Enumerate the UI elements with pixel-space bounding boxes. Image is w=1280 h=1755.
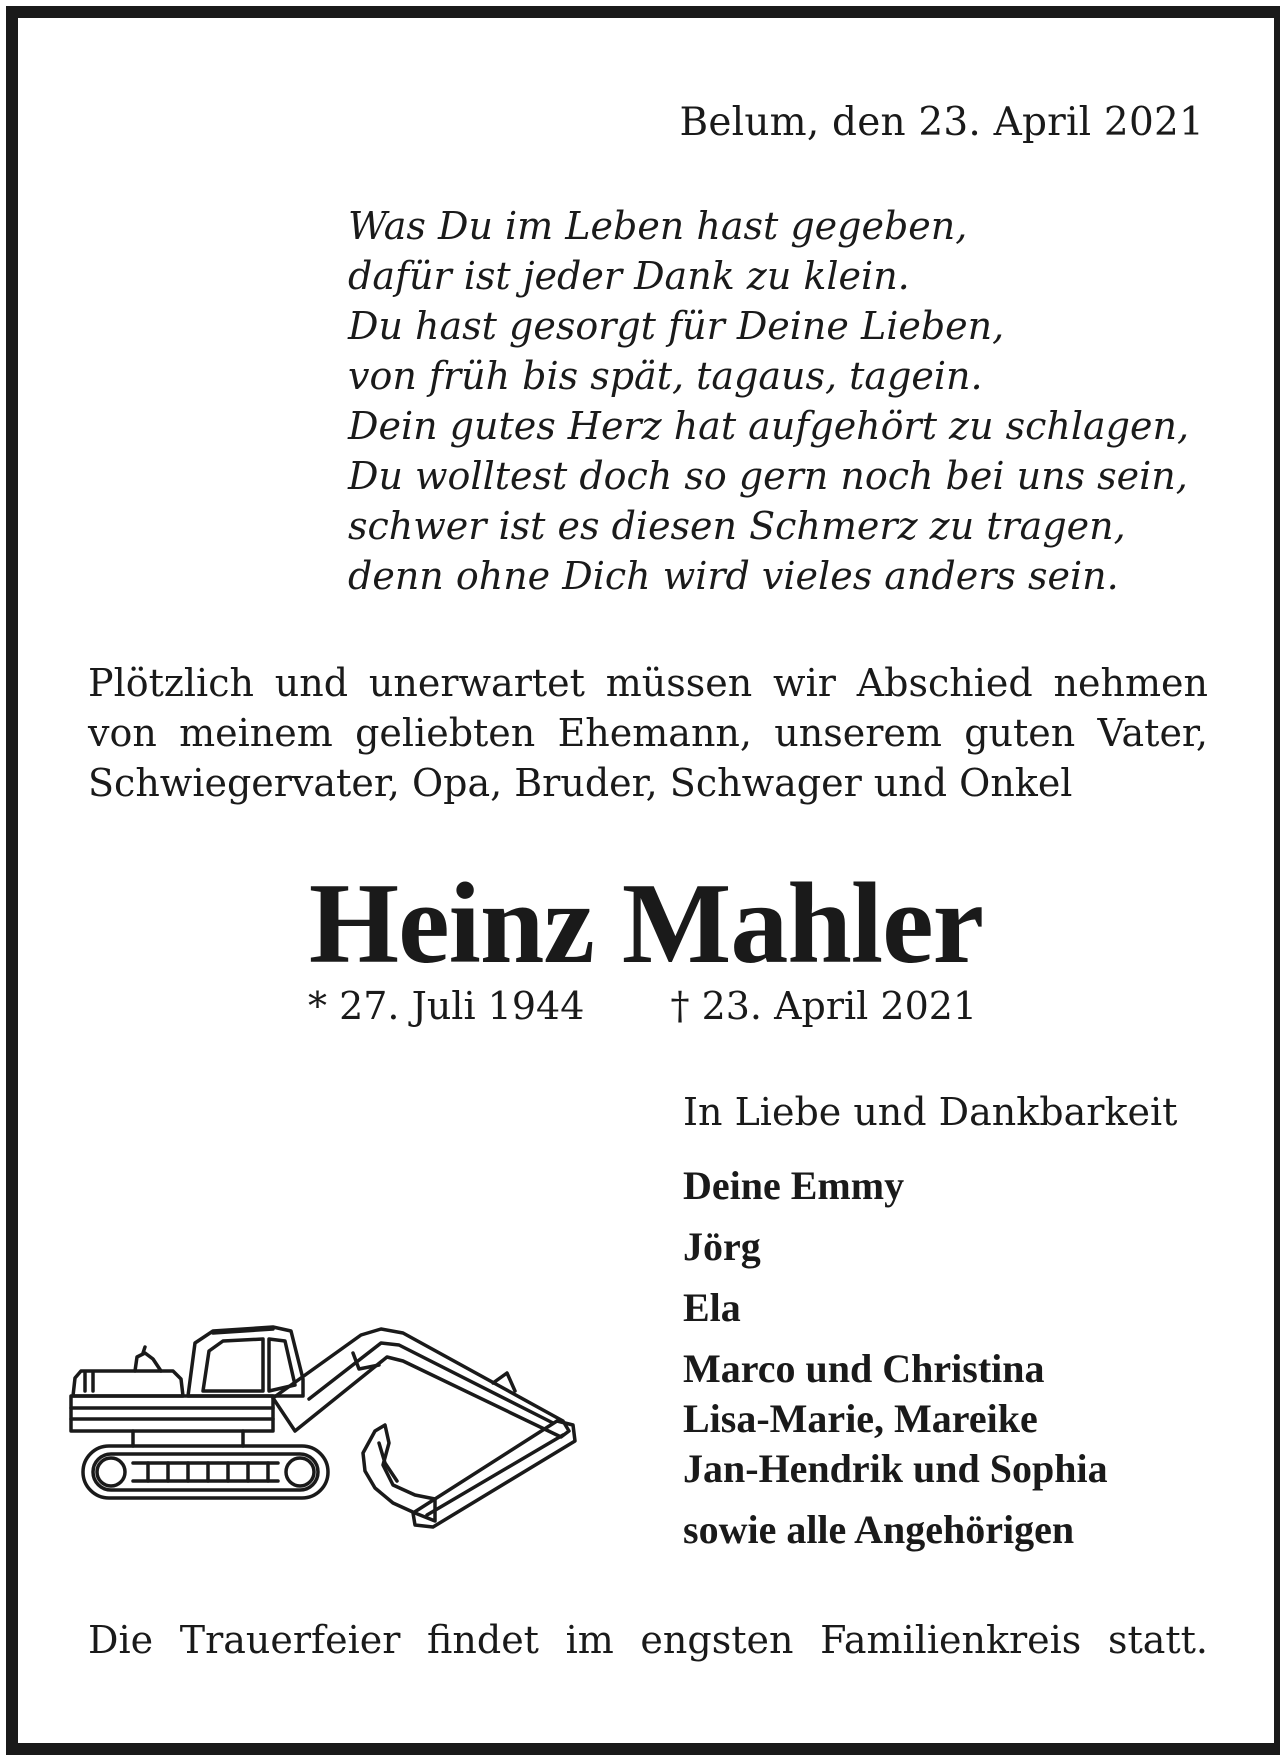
death-date: † 23. April 2021 [670,984,978,1028]
obituary-frame [6,6,1280,1755]
signer: Lisa-Marie, Mareike [683,1396,1038,1441]
intro-text [88,658,1208,808]
poem [348,201,1189,601]
closing-phrase: In Liebe und Dankbarkeit [683,1090,1178,1134]
birth-date: * 27. Juli 1944 [308,984,585,1028]
intro-line: von meinem geliebten Ehemann, unserem guten Vater, [88,711,1208,755]
signer: Jörg [683,1224,761,1269]
signer: Marco und Christina [683,1346,1045,1391]
excavator-icon [63,1313,623,1563]
poem-line: Du hast gesorgt für Deine Lieben, [348,304,1005,348]
intro-line: Schwiegervater, Opa, Bruder, Schwager und Onkel [88,761,1073,805]
intro-line: Plötzlich und unerwartet müssen wir Abschied nehmen [88,661,1208,705]
signer: Deine Emmy [683,1163,905,1208]
poem-line: schwer ist es diesen Schmerz zu tragen, [348,504,1126,548]
signer: sowie alle Angehörigen [683,1507,1075,1552]
poem-line: von früh bis spät, tagaus, tagein. [348,354,983,398]
life-dates [308,984,977,1028]
poem-line: Du wolltest doch so gern noch bei uns sein, [348,454,1188,498]
deceased-name: Heinz Mahler [308,860,984,988]
poem-line: Dein gutes Herz hat aufgehört zu schlagen, [348,404,1190,448]
signer: Ela [683,1285,741,1330]
signer: Jan-Hendrik und Sophia [683,1446,1108,1491]
poem-line: dafür ist jeder Dank zu klein. [348,254,910,298]
place-date: Belum, den 23. April 2021 [679,100,1204,145]
poem-line: denn ohne Dich wird vieles anders sein. [348,554,1119,598]
signers-list [683,1161,1108,1555]
poem-line: Was Du im Leben hast gegeben, [348,204,968,248]
funeral-note: Die Trauerfeier findet im engsten Familienkreis statt. [88,1618,1208,1662]
